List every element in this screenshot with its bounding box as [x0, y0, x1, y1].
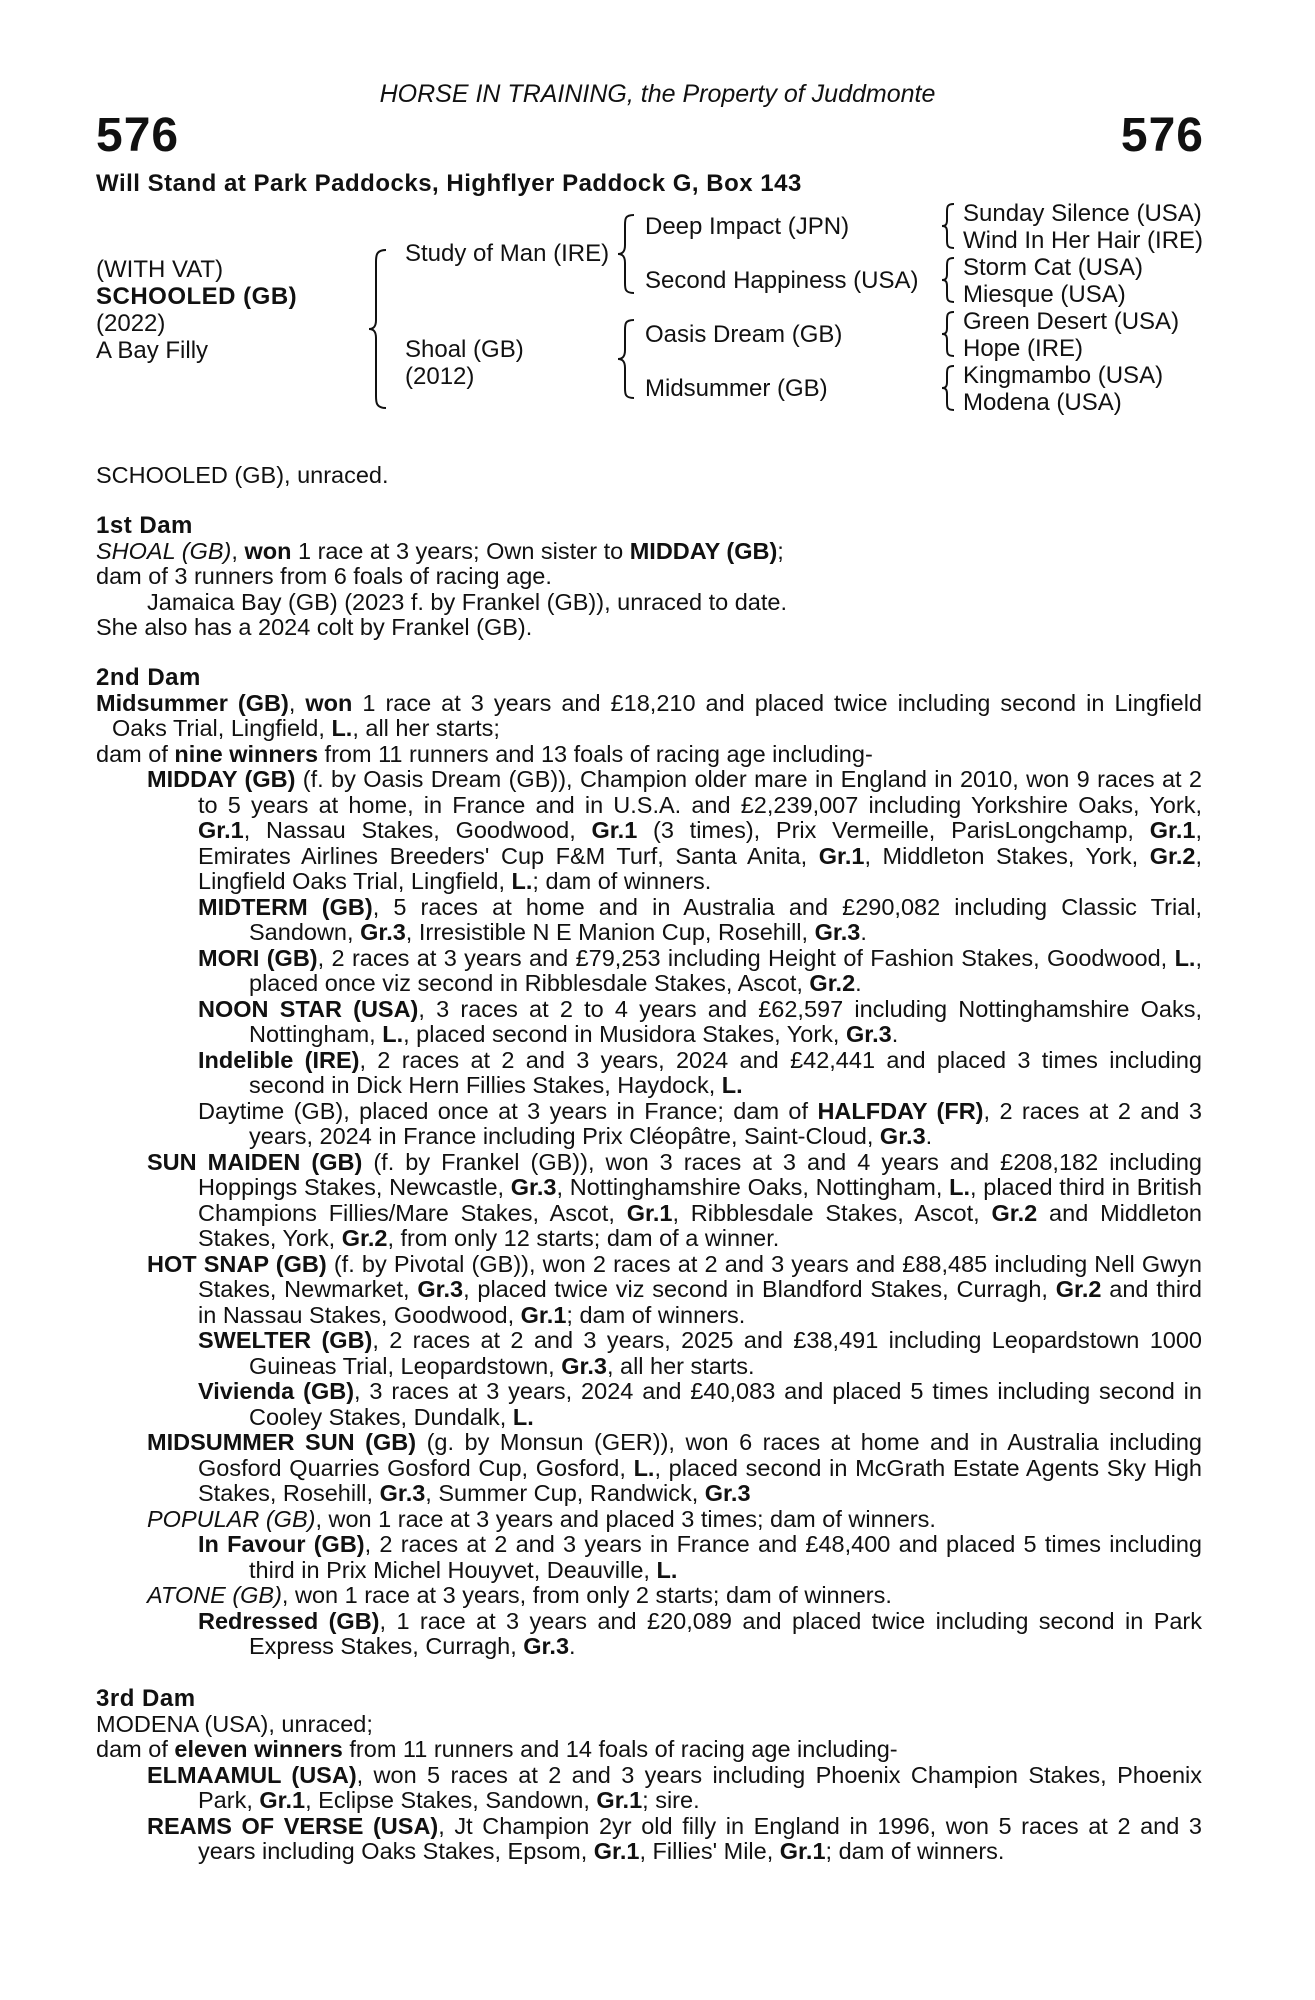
sire-name: Study of Man (IRE) — [405, 240, 610, 267]
horse-description: A Bay Filly — [96, 337, 209, 364]
horse-name: SWELTER (GB) — [198, 1327, 373, 1353]
ggs-4: Miesque (USA) — [963, 281, 1126, 308]
popular-para — [96, 1507, 1202, 1533]
text: , Eclipse Stakes, Sandown, — [305, 1787, 597, 1813]
grade: L. — [656, 1556, 678, 1583]
text: , 3 races at 3 years, 2024 and £40,083 and placed 5 times including second in Cooley Stakes, Dundalk, — [249, 1378, 1202, 1430]
first-dam-heading: 1st Dam — [96, 512, 193, 539]
lot-number-left: 576 — [96, 109, 180, 162]
horse-name: SUN MAIDEN (GB) — [147, 1148, 363, 1175]
grade: Gr.3 — [379, 1480, 426, 1506]
text: dam of — [96, 1736, 175, 1762]
grade: Gr.3 — [704, 1480, 751, 1506]
text: , all her starts; — [352, 715, 500, 741]
grade: Gr.3 — [417, 1276, 464, 1302]
text: , 2 races at 2 and 3 years, 2024 in France including Prix Cléopâtre, Saint-Cloud, — [249, 1097, 1202, 1149]
vat-note: (WITH VAT) — [96, 256, 224, 283]
horse-name: SCHOOLED (GB) — [96, 283, 298, 310]
text: , Middleton Stakes, York, — [864, 842, 1150, 869]
text: , Nottinghamshire Oaks, Nottingham, — [556, 1174, 950, 1200]
horse-name: REAMS OF VERSE (USA) — [147, 1812, 439, 1839]
horse-name: MIDTERM (GB) — [198, 893, 373, 920]
first-dam-section — [96, 513, 1202, 641]
grade: Gr.3 — [561, 1352, 607, 1379]
in-favour-para — [96, 1532, 1202, 1583]
lot-number-right: 576 — [1120, 109, 1204, 162]
third-dam-heading: 3rd Dam — [96, 1685, 196, 1712]
grade: Gr.1 — [1149, 817, 1196, 843]
grade: Gr.3 — [510, 1174, 557, 1200]
text: (g. by Monsun (GER)), won 6 races at home and in Australia including Gosford Quarries Gosford Cup, Gosford, — [198, 1429, 1203, 1481]
indelible-para — [96, 1048, 1202, 1099]
horse-name: ATONE (GB) — [147, 1582, 282, 1608]
text: , Summer Cup, Randwick, — [425, 1480, 705, 1506]
sun-maiden-para — [96, 1150, 1202, 1252]
midsummer-sun-para — [96, 1430, 1202, 1507]
grade: Gr.1 — [626, 1199, 673, 1226]
horse-name: MIDDAY (GB) — [147, 766, 296, 792]
grade: L. — [721, 1072, 743, 1098]
ggs-2: Wind In Her Hair (IRE) — [963, 227, 1204, 254]
dam-sire: Oasis Dream (GB) — [645, 321, 843, 348]
reams-of-verse-para — [96, 1814, 1202, 1865]
pedigree-brace-g2 — [940, 256, 956, 304]
dam-dam: Midsummer (GB) — [645, 375, 828, 402]
text: , from only 12 starts; dam of a winner. — [387, 1225, 780, 1251]
text: , 5 races at home and in Australia and £290,082 including Classic Trial, Sandown, — [249, 893, 1202, 945]
midday-para — [96, 767, 1202, 895]
text: 1 race at 3 years; Own sister to — [291, 537, 630, 564]
text: (3 times), Prix Vermeille, ParisLongchamp, — [637, 817, 1150, 843]
text: , placed once viz second in Ribblesdale Stakes, Ascot, — [249, 944, 1202, 996]
ggs-1: Sunday Silence (USA) — [963, 200, 1202, 227]
grade: Gr.2 — [1149, 842, 1196, 869]
horse-name: HALFDAY (FR) — [817, 1097, 984, 1124]
grade: Gr.1 — [593, 1838, 640, 1864]
pedigree-brace-g3 — [940, 310, 956, 358]
text: ; dam of winners. — [532, 868, 712, 894]
pedigree-brace-dam — [616, 318, 638, 400]
text: , Emirates Airlines Breeders' Cup F&M Turf, Santa Anita, — [198, 817, 1202, 869]
text: , Irresistible N E Manion Cup, Rosehill, — [405, 919, 815, 945]
dam-name: Shoal (GB) — [405, 336, 524, 363]
grade: Gr.2 — [809, 970, 856, 996]
text: , 2 races at 2 and 3 years, 2024 and £42,441 and placed 3 times including second in Dick Hern Fillies Stakes, Haydock, — [249, 1046, 1202, 1098]
pedigree-brace-sire — [616, 213, 638, 295]
text: , placed third in British Champions Fillies/Mare Stakes, Ascot, — [198, 1174, 1202, 1226]
grade: Gr.1 — [596, 1787, 643, 1813]
horse-year: (2022) — [96, 310, 166, 337]
grade: L. — [949, 1174, 971, 1200]
ggs-6: Hope (IRE) — [963, 335, 1084, 362]
text: , 1 race at 3 years and £20,089 and placed twice including second in Park Express Stakes, Curragh, — [249, 1607, 1203, 1659]
grade: Gr.2 — [341, 1225, 388, 1251]
pedigree-brace-g1 — [940, 202, 956, 250]
pedigree-brace-g4 — [940, 364, 956, 412]
won-text: won — [244, 537, 292, 564]
horse-name: In Favour (GB) — [198, 1531, 365, 1557]
text: , 2 races at 2 and 3 years in France and £48,400 and placed 5 times including third in Prix Michel Houyvet, Deauville, — [249, 1531, 1202, 1583]
grade: Gr.1 — [198, 817, 244, 843]
grade: L. — [633, 1454, 655, 1481]
horse-name: Midsummer (GB) — [96, 689, 289, 716]
text: ; sire. — [642, 1787, 700, 1813]
text: , won 1 race at 3 years, from only 2 starts; dam of winners. — [281, 1582, 892, 1608]
horse-name: Redressed (GB) — [198, 1607, 380, 1634]
ggs-8: Modena (USA) — [963, 389, 1122, 416]
vivienda-para — [96, 1379, 1202, 1430]
text: (f. by Pivotal (GB)), won 2 races at 2 and 3 years and £88,485 including Nell Gwyn Stakes, Newmarket, — [198, 1250, 1202, 1302]
text: . — [860, 919, 867, 945]
text: , Fillies' Mile, — [639, 1838, 780, 1864]
noon-star-para — [96, 997, 1202, 1048]
elmaamul-para — [96, 1763, 1202, 1814]
first-dam-produce: Jamaica Bay (GB) (2023 f. by Frankel (GB)), unraced to date. — [147, 588, 787, 615]
text: (f. by Frankel (GB)), won 3 races at 3 and 4 years and £208,182 including Hoppings Stakes, Newcastle, — [198, 1148, 1202, 1200]
sister-name: MIDDAY (GB) — [629, 537, 778, 564]
second-dam-section — [96, 665, 1202, 1660]
grade: Gr.1 — [779, 1838, 826, 1864]
grade: Gr.1 — [520, 1301, 567, 1328]
daytime-para — [96, 1099, 1202, 1150]
winners-count: eleven winners — [174, 1736, 343, 1762]
text: Daytime (GB), placed once at 3 years in France; dam of — [198, 1097, 818, 1124]
grade: Gr.3 — [523, 1633, 570, 1659]
text: , Jt Champion 2yr old filly in England in 1996, won 5 races at 2 and 3 years including Oaks Stakes, Epsom, — [198, 1812, 1202, 1864]
won-text: won — [305, 689, 353, 716]
ggs-3: Storm Cat (USA) — [963, 254, 1144, 281]
horse-name: HOT SNAP (GB) — [147, 1250, 327, 1277]
text: ; dam of winners. — [825, 1838, 1005, 1864]
horse-name: Vivienda (GB) — [198, 1378, 355, 1404]
grade: Gr.3 — [845, 1021, 892, 1047]
text: , placed twice viz second in Blandford Stakes, Curragh, — [463, 1276, 1056, 1302]
text: , won 1 race at 3 years and placed 3 times; dam of winners. — [315, 1505, 936, 1532]
grade: L. — [512, 1403, 534, 1430]
redressed-para — [96, 1609, 1202, 1660]
third-dam-line1: MODENA (USA), unraced; — [96, 1710, 373, 1737]
text: dam of — [96, 740, 175, 767]
text: , all her starts. — [606, 1352, 755, 1379]
sire-sire: Deep Impact (JPN) — [645, 213, 850, 240]
horse-name: NOON STAR (USA) — [198, 995, 419, 1022]
text: from 11 runners and 14 foals of racing age including- — [342, 1736, 898, 1762]
text: , 2 races at 2 and 3 years, 2025 and £38,491 including Leopardstown 1000 Guineas Trial, Leopardstown, — [249, 1327, 1202, 1379]
stand-location: Will Stand at Park Paddocks, Highflyer Paddock G, Box 143 — [96, 170, 802, 197]
grade: L. — [511, 868, 533, 894]
text: ; dam of winners. — [566, 1301, 746, 1328]
horse-name: POPULAR (GB) — [147, 1505, 316, 1532]
dam-year: (2012) — [405, 363, 475, 390]
text: . — [925, 1123, 933, 1149]
hot-snap-para — [96, 1252, 1202, 1329]
text: , 3 races at 2 to 4 years and £62,597 including Nottinghamshire Oaks, Nottingham, — [249, 995, 1202, 1047]
text: (f. by Oasis Dream (GB)), Champion older mare in England in 2010, won 9 races at 2 to 5 years at home, in France and in U.S.A. and £2,239,007 including Yorkshire Oaks, York, — [198, 766, 1203, 818]
third-dam-line2 — [96, 1737, 1202, 1763]
text: , Lingfield Oaks Trial, Lingfield, — [198, 842, 1202, 894]
text: , won 5 races at 2 and 3 years including Phoenix Champion Stakes, Phoenix Park, — [198, 1761, 1202, 1813]
unraced-text: SCHOOLED (GB), unraced. — [96, 462, 389, 488]
mori-para — [96, 946, 1202, 997]
text: 1 race at 3 years and £18,210 and placed twice including second in Lingfield Oaks Trial, Lingfield, — [112, 689, 1202, 741]
dam-name-italic: SHOAL (GB) — [96, 537, 232, 564]
second-dam-heading: 2nd Dam — [96, 664, 201, 691]
text: , 2 races at 3 years and £79,253 including Height of Fashion Stakes, Goodwood, — [317, 944, 1175, 971]
grade: Gr.1 — [818, 842, 865, 869]
grade: L. — [382, 1021, 404, 1047]
grade: L. — [331, 715, 353, 741]
horse-name: MORI (GB) — [198, 944, 318, 971]
text: and third in Nassau Stakes, Goodwood, — [198, 1276, 1202, 1328]
grade: Gr.3 — [879, 1123, 926, 1149]
sire-dam: Second Happiness (USA) — [645, 267, 919, 294]
text: and Middleton Stakes, York, — [198, 1199, 1202, 1251]
grade: Gr.3 — [360, 919, 406, 945]
grade: L. — [1174, 944, 1196, 971]
text: , Ribblesdale Stakes, Ascot, — [672, 1199, 992, 1226]
midsummer-para: Midsummer (GB), won 1 race at 3 years and £18,210 and placed twice including second in Lingfield Oaks Trial, Lingfield, L., all her starts; — [96, 689, 1202, 741]
text: , placed second in McGrath Estate Agents Sky High Stakes, Rosehill, — [198, 1454, 1202, 1506]
race-record — [96, 463, 1202, 489]
text: . — [891, 1021, 899, 1047]
horse-name: ELMAAMUL (USA) — [147, 1761, 357, 1788]
first-dam-line2: dam of 3 runners from 6 foals of racing age. — [96, 563, 552, 589]
horse-name: Indelible (IRE) — [198, 1046, 360, 1073]
grade: Gr.1 — [591, 817, 638, 843]
atone-para — [96, 1583, 1202, 1609]
text: , Nassau Stakes, Goodwood, — [243, 817, 592, 843]
text: from 11 runners and 13 foals of racing age including- — [318, 740, 873, 767]
midterm-para — [96, 895, 1202, 946]
text: . — [569, 1633, 576, 1659]
ggs-7: Kingmambo (USA) — [963, 362, 1164, 389]
horse-name: MIDSUMMER SUN (GB) — [147, 1429, 417, 1455]
text: ; — [777, 537, 784, 564]
third-dam-section — [96, 1686, 1202, 1865]
grade: Gr.2 — [1055, 1276, 1102, 1302]
midsummer-produce-line — [96, 742, 1202, 768]
winners-count: nine winners — [174, 740, 319, 767]
text: , placed second in Musidora Stakes, York, — [403, 1021, 846, 1047]
text: . — [855, 970, 862, 996]
page-header: HORSE IN TRAINING, the Property of Juddmonte — [379, 80, 936, 108]
grade: Gr.3 — [814, 919, 861, 945]
grade: Gr.2 — [991, 1199, 1038, 1226]
first-dam-line1: SHOAL (GB), won 1 race at 3 years; Own sister to MIDDAY (GB); — [96, 537, 784, 564]
swelter-para — [96, 1328, 1202, 1379]
grade: Gr.1 — [259, 1787, 306, 1813]
pedigree-brace-main — [368, 248, 390, 410]
ggs-5: Green Desert (USA) — [963, 308, 1180, 335]
first-dam-line4: She also has a 2024 colt by Frankel (GB). — [96, 614, 533, 640]
